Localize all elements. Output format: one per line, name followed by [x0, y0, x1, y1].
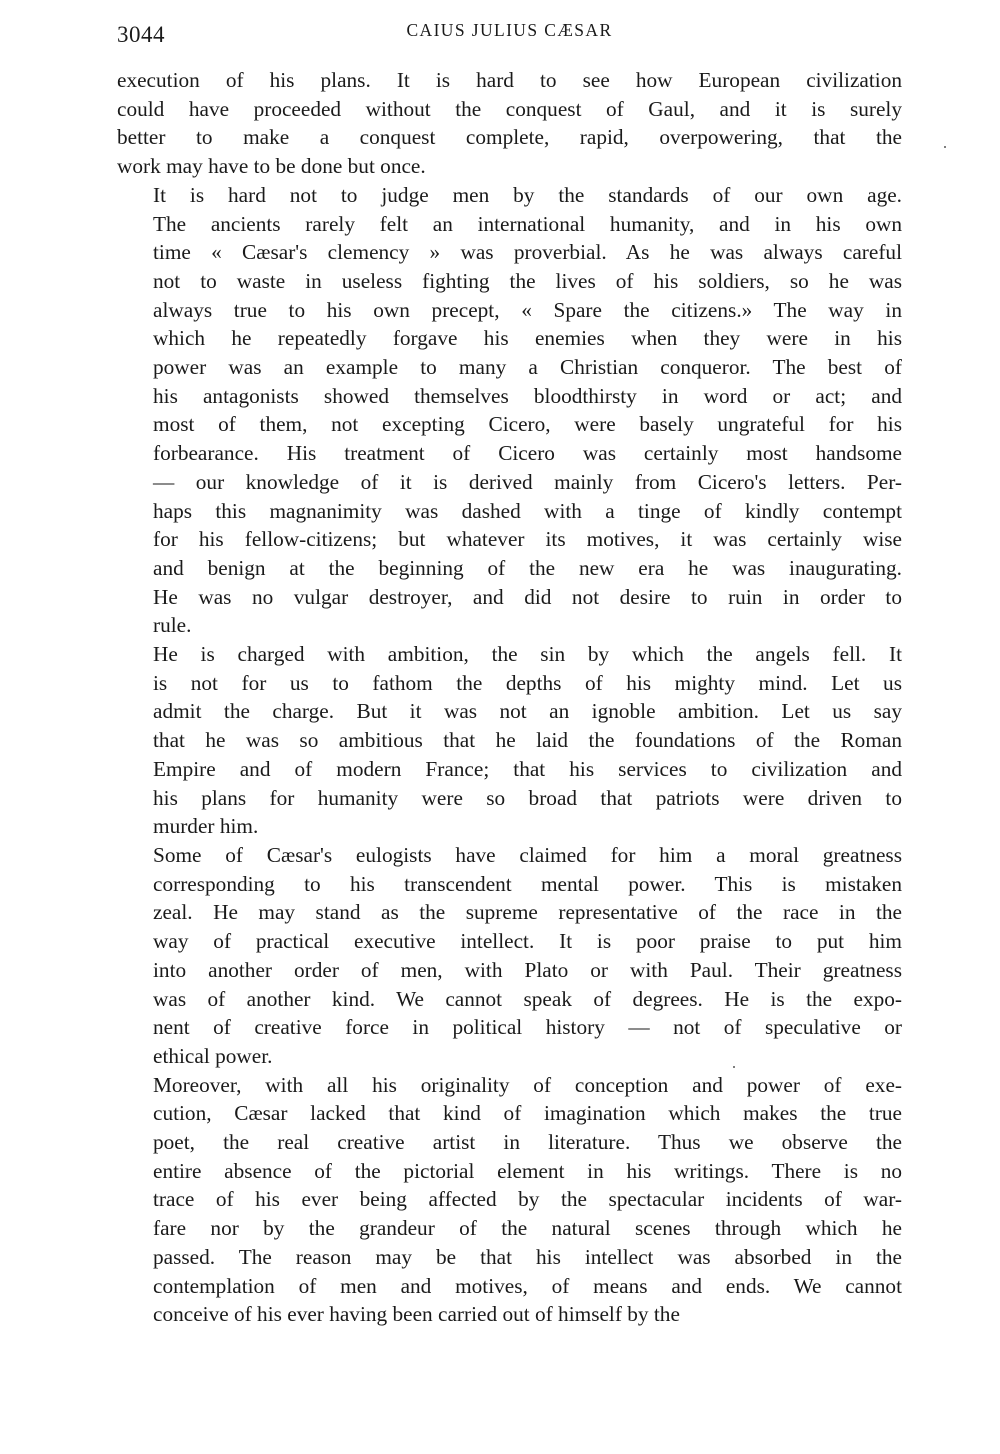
- book-page: [117, 14, 902, 1329]
- text-line: zeal. He may stand as the supreme representative of the race in the: [153, 900, 902, 925]
- body-text: [117, 66, 902, 1329]
- stray-mark: [944, 146, 946, 148]
- text-line: his antagonists showed themselves bloodthirsty in word or act; and: [153, 383, 902, 408]
- text-line: execution of his plans. It is hard to see how European civilization: [117, 68, 902, 92]
- stray-mark: [733, 1066, 735, 1068]
- text-line: contemplation of men and motives, of means and ends. We cannot: [153, 1273, 902, 1298]
- text-line: into another order of men, with Plato or with Paul. Their greatness: [153, 957, 902, 982]
- text-line: Empire and of modern France; that his services to civilization and: [153, 756, 902, 781]
- paragraph: [117, 1071, 902, 1329]
- text-line: Some of Cæsar's eulogists have claimed for him a moral greatness: [153, 842, 902, 867]
- text-line: which he repeatedly forgave his enemies when they were in his: [153, 326, 902, 351]
- text-line: entire absence of the pictorial element in his writings. There is no: [153, 1158, 902, 1183]
- text-line: haps this magnanimity was dashed with a tinge of kindly contempt: [153, 498, 902, 523]
- text-line: cution, Cæsar lacked that kind of imagination which makes the true: [153, 1101, 902, 1126]
- text-line: most of them, not excepting Cicero, were basely ungrateful for his: [153, 412, 902, 437]
- text-line: nent of creative force in political history — not of speculative or: [153, 1015, 902, 1040]
- text-line: not to waste in useless fighting the lives of his soldiers, so he was: [153, 268, 902, 293]
- text-line: ethical power.: [153, 1043, 273, 1068]
- text-line: poet, the real creative artist in literature. Thus we observe the: [153, 1130, 902, 1155]
- text-line: It is hard not to judge men by the standards of our own age.: [153, 182, 902, 207]
- paragraph: [117, 640, 902, 841]
- text-line: always true to his own precept, « Spare the citizens.» The way in: [153, 297, 902, 322]
- text-line: better to make a conquest complete, rapid, overpowering, that the: [117, 125, 902, 150]
- text-line: for his fellow-citizens; but whatever its motives, it was certainly wise: [153, 527, 902, 552]
- text-line: He was no vulgar destroyer, and did not desire to ruin in order to: [153, 584, 902, 609]
- text-line: is not for us to fathom the depths of his mighty mind. Let us: [153, 670, 902, 695]
- text-line: corresponding to his transcendent mental power. This is mistaken: [153, 871, 902, 896]
- page-number: 3044: [117, 22, 165, 47]
- paragraph: [117, 66, 902, 181]
- text-line: power was an example to many a Christian conqueror. The best of: [153, 355, 902, 380]
- text-line: and benign at the beginning of the new era he was inaugurating.: [153, 555, 902, 580]
- text-line: time « Cæsar's clemency » was proverbial. As he was always careful: [153, 240, 902, 265]
- running-title: CAIUS JULIUS CÆSAR: [406, 20, 613, 40]
- text-line: The ancients rarely felt an international humanity, and in his own: [153, 211, 902, 236]
- text-line: that he was so ambitious that he laid the foundations of the Roman: [153, 728, 902, 753]
- text-line: work may have to be done but once.: [117, 154, 426, 179]
- text-line: passed. The reason may be that his intellect was absorbed in the: [153, 1244, 902, 1269]
- paragraph: [117, 841, 902, 1071]
- text-line: his plans for humanity were so broad that patriots were driven to: [153, 785, 902, 810]
- text-line: He is charged with ambition, the sin by which the angels fell. It: [153, 642, 902, 667]
- text-line: could have proceeded without the conquest of Gaul, and it is surely: [117, 96, 902, 121]
- paragraph: [117, 181, 902, 640]
- text-line: — our knowledge of it is derived mainly from Cicero's letters. Per-: [153, 469, 902, 494]
- text-line: forbearance. His treatment of Cicero was certainly most handsome: [153, 441, 902, 466]
- text-line: Moreover, with all his originality of conception and power of exe-: [153, 1072, 902, 1097]
- text-line: admit the charge. But it was not an ignoble ambition. Let us say: [153, 699, 902, 724]
- text-line: trace of his ever being affected by the spectacular incidents of war-: [153, 1187, 902, 1212]
- text-line: murder him.: [153, 814, 259, 839]
- text-line: conceive of his ever having been carried out of himself by the: [153, 1302, 680, 1327]
- text-line: was of another kind. We cannot speak of degrees. He is the expo-: [153, 986, 902, 1011]
- running-head: [117, 14, 902, 48]
- text-line: fare nor by the grandeur of the natural scenes through which he: [153, 1216, 902, 1241]
- text-line: way of practical executive intellect. It is poor praise to put him: [153, 929, 902, 954]
- text-line: rule.: [153, 613, 192, 638]
